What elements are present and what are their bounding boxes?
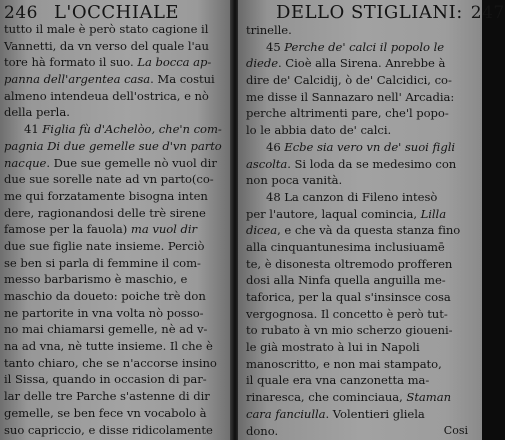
right-page-number: 247: [470, 3, 505, 23]
text-line: [4, 321, 222, 338]
text-run: ne partorite in vna volta nò posso-: [4, 305, 204, 320]
left-page-number: 246: [4, 3, 38, 23]
left-page: [0, 0, 232, 440]
text-line: [246, 322, 460, 339]
text-run: famose per la fauola): [4, 222, 131, 237]
text-run: . Ma costui: [150, 72, 215, 87]
italic-run: panna dell'argentea casa: [4, 72, 151, 87]
text-run: te, è disonesta oltremodo profferen: [246, 256, 453, 271]
text-line: [4, 21, 222, 38]
text-run: tore hà formato il suo.: [4, 55, 138, 70]
text-line: [246, 256, 460, 273]
text-run: due sue figlie nate insieme. Perciò: [4, 238, 205, 253]
text-run: to rubato à vn mio scherzo gioueni-: [246, 323, 453, 338]
italic-run: Perche de' calci il popolo le: [284, 39, 445, 54]
text-run: il quale era vna canzonetta ma-: [246, 373, 430, 388]
text-line: [246, 139, 460, 156]
text-run: me disse il Sannazaro nell' Arcadia:: [246, 89, 455, 104]
italic-run: diede: [246, 56, 279, 71]
text-line: [4, 171, 222, 188]
text-line: [246, 272, 460, 289]
text-run: , e che và da questa stanza fino: [277, 223, 461, 238]
right-running-head: [276, 2, 505, 23]
text-line: [4, 405, 222, 422]
text-run: dere, ragionandosi delle trè sirene: [4, 205, 206, 220]
text-line: [4, 71, 222, 88]
italic-run: ascolta: [246, 156, 288, 171]
italic-run: Lilla: [420, 206, 447, 221]
text-line: [246, 206, 460, 223]
text-line: [246, 389, 460, 406]
text-line: [4, 38, 222, 55]
text-line: [4, 88, 222, 105]
text-line: [4, 255, 222, 272]
text-line: [246, 306, 460, 323]
text-run: . Cioè alla Sirena. Anrebbe à: [278, 56, 446, 71]
italic-run: pagnia Di due gemelle sue d'vn parto: [4, 138, 222, 153]
text-run: no mai chiamarsi gemelle, nè ad v-: [4, 322, 208, 337]
text-line: [246, 406, 460, 423]
text-run: me qui forzatamente bisogna inten: [4, 188, 208, 203]
text-line: [4, 271, 222, 288]
text-line: [246, 72, 460, 89]
text-line: [246, 189, 460, 206]
italic-run: dicea: [246, 223, 278, 238]
text-line: [4, 54, 222, 71]
text-line: [4, 338, 222, 355]
text-run: . Due sue gemelle nò vuol dir: [46, 155, 217, 170]
text-run: 48 La canzon di Fileno intesò: [266, 189, 438, 204]
italic-run: La bocca ap-: [137, 55, 212, 70]
text-run: almeno intendeua dell'ostrica, e nò: [4, 88, 209, 103]
text-line: [4, 371, 222, 388]
text-run: lo le abbia dato de' calci.: [246, 123, 392, 138]
text-line: [4, 104, 222, 121]
text-run: alla cinquantunesima inclusiuamē: [246, 239, 445, 254]
text-run: manoscritto, e non mai stampato,: [246, 356, 442, 371]
text-run: lar delle tre Parche s'astenne di dir: [4, 389, 210, 404]
text-run: . Volentieri gliela: [325, 406, 425, 421]
text-run: trinelle.: [246, 23, 292, 37]
text-run: vergognosa. Il concetto è però tut-: [246, 306, 448, 321]
text-line: [246, 105, 460, 122]
text-line: [246, 172, 460, 189]
text-run: tanto chiaro, che se n'accorse insino: [4, 355, 217, 370]
left-running-title: L'OCCHIALE: [53, 2, 180, 23]
text-line: [4, 355, 222, 372]
text-line: [246, 55, 460, 72]
text-line: [246, 372, 460, 389]
text-run: perche altrimenti pare, che'l popo-: [246, 106, 449, 121]
text-line: [246, 122, 460, 139]
text-line: [246, 156, 460, 173]
text-line: [246, 222, 460, 239]
text-line: [246, 239, 460, 256]
text-run: rinaresca, che cominciaua,: [246, 390, 407, 405]
text-run: dono.: [246, 423, 279, 438]
text-line: [246, 356, 460, 373]
text-line: [246, 39, 460, 56]
text-run: gemelle, se ben fece vn vocabolo à: [4, 405, 207, 420]
text-run: suo capriccio, e disse ridicolamente: [4, 422, 213, 437]
italic-run: ma vuol dir: [130, 222, 197, 237]
text-line: [4, 221, 222, 238]
text-run: le già mostrato à lui in Napoli: [246, 340, 420, 355]
text-run: per l'autore, laqual comincia,: [246, 206, 421, 221]
text-line: [4, 155, 222, 172]
text-line: [4, 205, 222, 222]
text-run: messo barbarismo è maschio, e: [4, 272, 188, 287]
text-run: due sue sorelle nate ad vn parto(co-: [4, 172, 214, 187]
text-run: 41: [24, 122, 43, 137]
text-line: [246, 89, 460, 106]
text-run: taforica, per la qual s'insinsce cosa: [246, 290, 451, 304]
text-line: [4, 305, 222, 322]
text-line: [246, 339, 460, 356]
text-line: [4, 238, 222, 255]
text-run: tutto il male è però stato cagione il: [4, 22, 209, 36]
italic-run: cara fanciulla: [246, 406, 326, 421]
text-run: se ben si parla di femmine il com-: [4, 255, 201, 270]
text-line: [4, 188, 222, 205]
right-page: [238, 0, 505, 440]
italic-run: Staman: [406, 390, 452, 405]
text-line: [246, 22, 460, 39]
text-run: dire de' Calcidij, ò de' Calcidici, co-: [246, 73, 452, 88]
left-running-head: [4, 3, 226, 23]
right-page-text: [246, 22, 460, 439]
italic-run: Ecbe sia vero vn de' suoi figli: [284, 139, 456, 154]
text-line: [4, 388, 222, 405]
text-run: dosi alla Ninfa quella anguilla me-: [246, 273, 446, 288]
text-line: [4, 288, 222, 305]
text-run: non poca vanità.: [246, 173, 343, 188]
text-line: [246, 289, 460, 306]
text-run: 45: [266, 39, 285, 54]
left-page-text: [4, 21, 222, 438]
italic-run: Figlia fù d'Achelòo, che'n com-: [42, 122, 222, 137]
catchword: Cosi: [443, 424, 468, 437]
text-line: [4, 121, 222, 138]
text-run: il Sissa, quando in occasion di par-: [4, 372, 207, 387]
text-run: 46: [266, 139, 285, 154]
text-line: [246, 423, 460, 440]
text-run: na ad vna, nè tutte insieme. Il che è: [4, 339, 213, 354]
text-run: della perla.: [4, 105, 70, 120]
text-run: maschio da doueto: poiche trè don: [4, 289, 206, 303]
text-run: Vannetti, da vn verso del quale l'au: [4, 38, 209, 53]
text-line: [4, 138, 222, 155]
text-line: [4, 422, 222, 439]
italic-run: nacque: [4, 155, 47, 170]
right-running-title: DELLO STIGLIANI:: [276, 2, 463, 23]
text-run: . Si loda da se medesimo con: [287, 156, 457, 171]
